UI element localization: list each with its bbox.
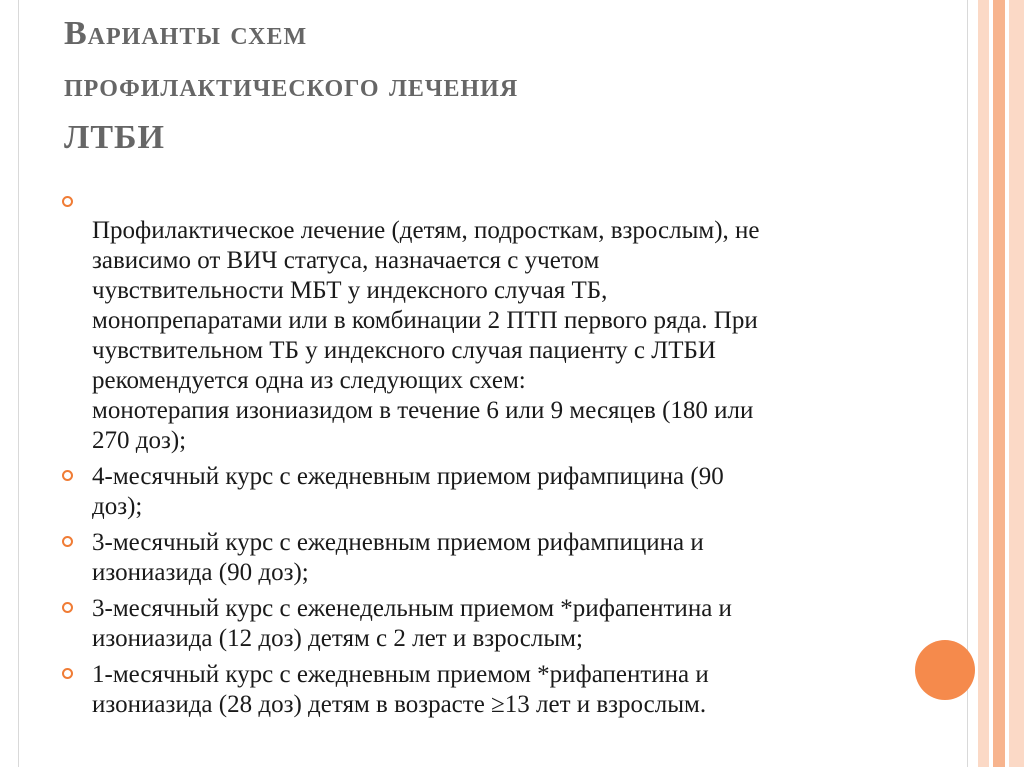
item-1-line-4: монопрепаратами или в комбинации 2 ПТП первого ряда. При [92,307,758,334]
item-1-line-8: 270 доз); [92,427,187,454]
item-4-line-1: 3-месячный курс с еженедельным приемом *рифапентина и [92,595,732,622]
stripe-dark [993,0,1005,767]
item-1-line-1: Профилактическое лечение (детям, подросткам, взрослым), не [92,217,760,244]
list-item-text [92,528,942,588]
circle-bullet-icon [62,602,73,613]
list-item-text [92,660,942,720]
title-line-1: Варианты схем [64,15,308,52]
item-1-line-5: чувствительном ТБ у индексного случая пациенту с ЛТБИ [92,337,716,364]
list-item [62,660,942,720]
stripe-light-1 [978,0,989,767]
circle-bullet-icon [62,668,73,679]
item-2-line-1: 4-месячный курс с ежедневным приемом рифампицина (90 [92,463,724,490]
decorative-orange-circle [915,640,975,700]
bullet-list [62,190,942,726]
item-5-line-1: 1-месячный курс с ежедневным приемом *рифапентина и [92,661,709,688]
item-1-line-3: чувствительности МБТ у индексного случая ТБ, [92,277,608,304]
title-line-3: ЛТБИ [64,119,165,156]
stripe-light-2 [1009,0,1024,767]
item-4-line-2: изониазида (12 доз) детям с 2 лет и взрослым; [92,625,583,652]
list-item [62,190,942,456]
title-line-2: профилактического лечения [64,67,519,104]
item-1-line-2: зависимо от ВИЧ статуса, назначается с учетом [92,247,600,274]
item-1-line-6: рекомендуется одна из следующих схем: [92,367,526,394]
list-item-text [92,190,942,456]
item-2-line-2: доз); [92,493,143,520]
list-item [62,462,942,522]
list-item [62,528,942,588]
item-3-line-1: 3-месячный курс с ежедневным приемом рифампицина и [92,529,704,556]
list-item-text [92,462,942,522]
circle-bullet-icon [62,196,73,207]
item-3-line-2: изониазида (90 доз); [92,559,309,586]
item-5-line-2: изониазида (28 доз) детям в возрасте ≥13 лет и взрослым. [92,691,707,718]
list-item [62,594,942,654]
decorative-side-stripes [978,0,1024,767]
slide-title [64,8,924,164]
list-item-text [92,594,942,654]
circle-bullet-icon [62,470,73,481]
item-1-line-7: монотерапия изониазидом в течение 6 или 9 месяцев (180 или [92,397,754,424]
circle-bullet-icon [62,536,73,547]
